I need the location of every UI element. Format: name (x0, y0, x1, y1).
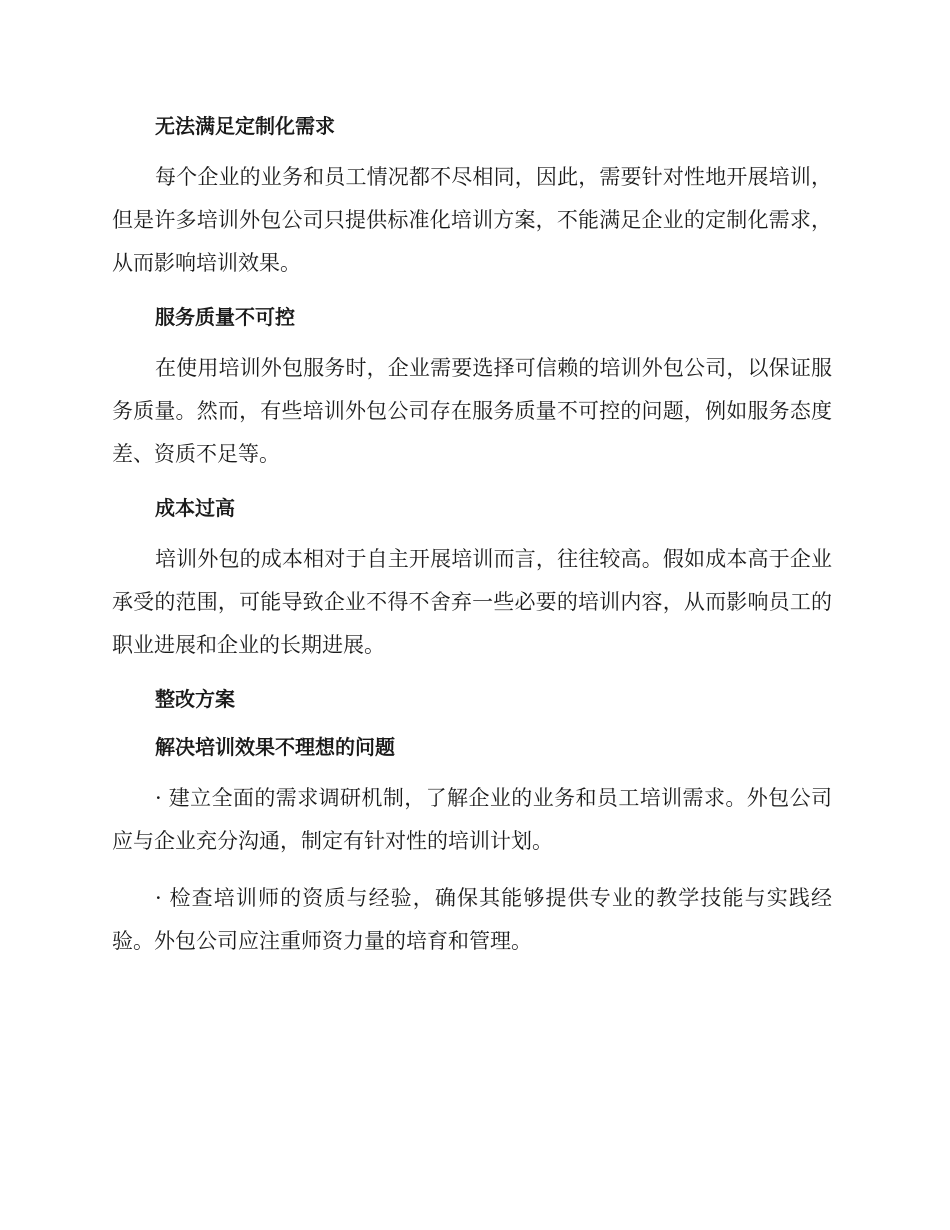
section-heading-customization: 无法满足定制化需求 (155, 114, 335, 138)
bullet-item-needs-research: · 建立全面的需求调研机制，了解企业的业务和员工培训需求。外包公司应与企业充分沟通，制定有针对性的培训计划。 (112, 786, 832, 853)
paragraph-service-quality: 在使用培训外包服务时，企业需要选择可信赖的培训外包公司，以保证服务质量。然而，有些培训外包公司存在服务质量不可控的问题，例如服务态度差、资质不足等。 (112, 356, 832, 466)
paragraph-cost: 培训外包的成本相对于自主开展培训而言，往往较高。假如成本高于企业承受的范围，可能导致企业不得不舍弃一些必要的培训内容，从而影响员工的职业进展和企业的长期进展。 (112, 547, 832, 657)
section-heading-cost: 成本过高 (155, 496, 235, 520)
bullet-item-trainer-check: · 检查培训师的资质与经验，确保其能够提供专业的教学技能与实践经验。外包公司应注重师资力量的培育和管理。 (112, 886, 832, 953)
document-page (112, 108, 832, 963)
section-heading-service-quality: 服务质量不可控 (155, 305, 295, 329)
section-heading-rectification: 整改方案 (155, 687, 235, 711)
paragraph-customization: 每个企业的业务和员工情况都不尽相同，因此，需要针对性地开展培训，但是许多培训外包公司只提供标准化培训方案，不能满足企业的定制化需求，从而影响培训效果。 (112, 165, 832, 275)
subsection-heading-training-effect: 解决培训效果不理想的问题 (155, 735, 395, 759)
